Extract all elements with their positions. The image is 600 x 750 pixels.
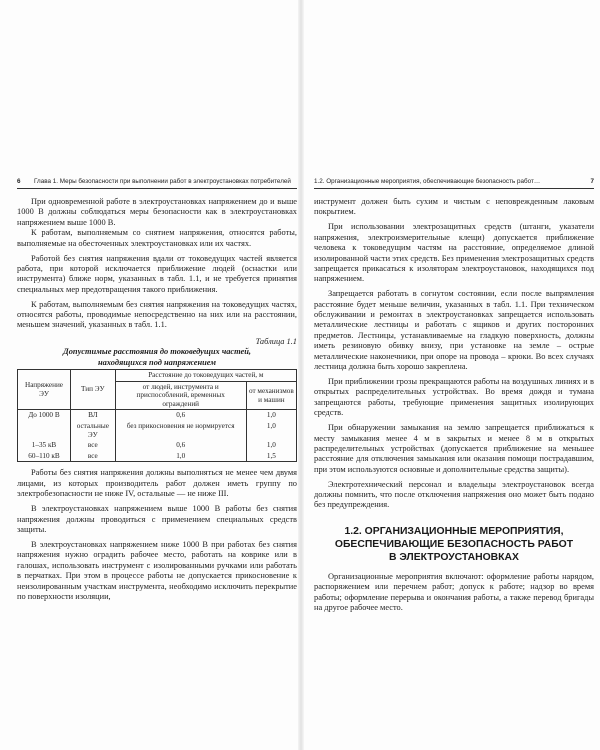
left-paragraph-4: К работам, выполняемым без снятия напряжения на токоведущих частях, относятся работы, проводимые непосредственно на них или на расстоянии, меньшем значений, указанных в табл. 1.1. bbox=[17, 299, 297, 330]
right-paragraph-3: При приближении грозы прекращаются работы на воздушных линиях и в открытых распределительных устройствах. Во время дождя и тумана запрещаются работы, требующие применения защитных изолирующих средств. bbox=[314, 377, 594, 418]
right-page bbox=[314, 176, 594, 614]
left-paragraph-6: В электроустановках напряжением выше 1000 В работы без снятия напряжения должны проводиться с применением специальных средств защиты. bbox=[17, 504, 297, 534]
table-header-type: Тип ЭУ bbox=[71, 370, 116, 410]
left-paragraph-7: В электроустановках напряжением ниже 1000 В при работах без снятия напряжения нужно оградить рабочее место, работать на коврике или в галошах, использовать инструмент с изолированными ручками или работать в перчатках. При этом в процессе работы не допускается прикосновение к неизолированным участкам инструмента, необходимо исключить перекрытие по поверхности изоляции, bbox=[17, 539, 297, 601]
section-heading bbox=[314, 525, 594, 564]
left-page-header bbox=[17, 176, 297, 189]
table-cell-voltage: До 1000 В bbox=[18, 410, 71, 421]
left-paragraph-3: Работой без снятия напряжения вдали от токоведущих частей является работа, при которой исключается приближение людей (оснастки или инструмента) ближе норм, указанных в табл. 1.1, и не требуется принятия специальных мер предотвращения такого приближения. bbox=[17, 253, 297, 294]
right-continuation-paragraph: инструмент должен быть сухим и чистым с неповрежденным лаковым покрытием. bbox=[314, 197, 594, 217]
table-cell-people: 1,0 bbox=[115, 451, 246, 462]
table-cell-voltage: 60–110 кВ bbox=[18, 451, 71, 462]
right-running-title: 1.2. Организационные мероприятия, обеспечивающие безопасность работ… bbox=[314, 178, 541, 185]
table-caption-line-1: Допустимые расстояния до токоведущих частей, bbox=[63, 347, 251, 357]
table-header-voltage: Напряжение ЭУ bbox=[18, 370, 71, 410]
section-heading-line-2: ОБЕСПЕЧИВАЮЩИЕ БЕЗОПАСНОСТЬ РАБОТ bbox=[334, 538, 574, 550]
table-cell-type: остальные ЭУ bbox=[71, 421, 116, 440]
section-heading-line-1: 1.2. ОРГАНИЗАЦИОННЫЕ МЕРОПРИЯТИЯ, bbox=[344, 525, 564, 537]
table-cell-people: без прикосновения не нормируется bbox=[115, 421, 246, 440]
table-row bbox=[18, 410, 297, 421]
table-cell-voltage bbox=[18, 421, 71, 440]
right-page-header bbox=[314, 176, 594, 189]
table-number-label: Таблица 1.1 bbox=[255, 336, 297, 346]
left-running-title: Глава 1. Меры безопасности при выполнении работ в электроустановках потребителей bbox=[34, 178, 291, 185]
table-caption-line-2: находящихся под напряжением bbox=[97, 357, 217, 367]
table-cell-people: 0,6 bbox=[115, 440, 246, 451]
table-cell-machines: 1,0 bbox=[246, 440, 296, 451]
table-cell-machines: 1,5 bbox=[246, 451, 296, 462]
distances-table bbox=[17, 369, 297, 462]
left-paragraph-1: При одновременной работе в электроустановках напряжением до и выше 1000 В должны соблюдаться меры безопасности как в электроустановках напряжением выше 1000 В. bbox=[17, 197, 297, 227]
right-paragraph-2: Запрещается работать в согнутом состоянии, если после выпрямления расстояние будет меньше величин, указанных в табл. 1.1. При техническом обслуживании и ремонтах в электроустановках запрещается использовать металлические лестницы и работать с ящиков и других посторонних предметов. Лестницы, устанавливаемые на гладкую поверхность, должны иметь резиновую обивку внизу, при установке на земле – острые металлические наконечники, при опоре на провода – крюки. Во всех случаях лестница должна быть хорошо закреплена. bbox=[314, 289, 594, 372]
table-cell-machines: 1,0 bbox=[246, 421, 296, 440]
table-header-distance: Расстояние до токоведущих частей, м bbox=[115, 370, 296, 382]
right-paragraph-1: При использовании электрозащитных средств (штанги, указатели напряжения, электроизмерительные клещи) допускается приближение человека к токоведущим частям на расстояние, определяемое длиной изолированной части этих средств. Без применения электрозащитных средств запрещается прикасаться к изоляторам электроустановок, находящихся под напряжением. bbox=[314, 222, 594, 284]
table-cell-type: все bbox=[71, 451, 116, 462]
table-header-machines: от механизмов и машин bbox=[246, 381, 296, 410]
right-paragraph-5: Электротехнический персонал и владельцы электроустановок всегда должны помнить, что после отключения напряжения оно может быть подано без предупреждения. bbox=[314, 479, 594, 510]
table-cell-type: все bbox=[71, 440, 116, 451]
left-page bbox=[17, 176, 297, 602]
book-gutter bbox=[298, 0, 304, 750]
right-page-number: 7 bbox=[590, 178, 594, 185]
table-cell-machines: 1,0 bbox=[246, 410, 296, 421]
left-page-number: 6 bbox=[17, 178, 21, 185]
section-heading-line-3: В ЭЛЕКТРОУСТАНОВКАХ bbox=[389, 551, 519, 563]
left-paragraph-2: К работам, выполняемым со снятием напряжения, относятся работы, выполняемые на обесточенных электроустановках или их частях. bbox=[17, 228, 297, 248]
right-paragraph-after-heading: Организационные мероприятия включают: оформление работы нарядом, распоряжением или перечнем работ; допуск к работе; надзор во время работы; оформление перерыва и окончания работы, а также перевод бригады на другое рабочее место. bbox=[314, 571, 594, 613]
left-paragraph-5: Работы без снятия напряжения должны выполняться не менее чем двумя лицами, из которых производитель работ должен иметь группу по электробезопасности не ниже IV, остальные — не ниже III. bbox=[17, 468, 297, 499]
table-header-people: от людей, инструмента и приспособлений, временных ограждений bbox=[115, 381, 246, 410]
table-cell-voltage: 1–35 кВ bbox=[18, 440, 71, 451]
table-cell-type: ВЛ bbox=[71, 410, 116, 421]
table-row bbox=[18, 440, 297, 451]
right-paragraph-4: При обнаружении замыкания на землю запрещается приближаться к месту замыкания менее 4 м в закрытых и менее 8 м в открытых распределительных устройствах (допускается приближение на меньшее расстояние для отключения замыкания или оказания помощи пострадавшим, при этом используются основные и дополнительные средства защиты). bbox=[314, 423, 594, 474]
table-cell-people: 0,6 bbox=[115, 410, 246, 421]
table-row bbox=[18, 451, 297, 462]
table-row bbox=[18, 421, 297, 440]
